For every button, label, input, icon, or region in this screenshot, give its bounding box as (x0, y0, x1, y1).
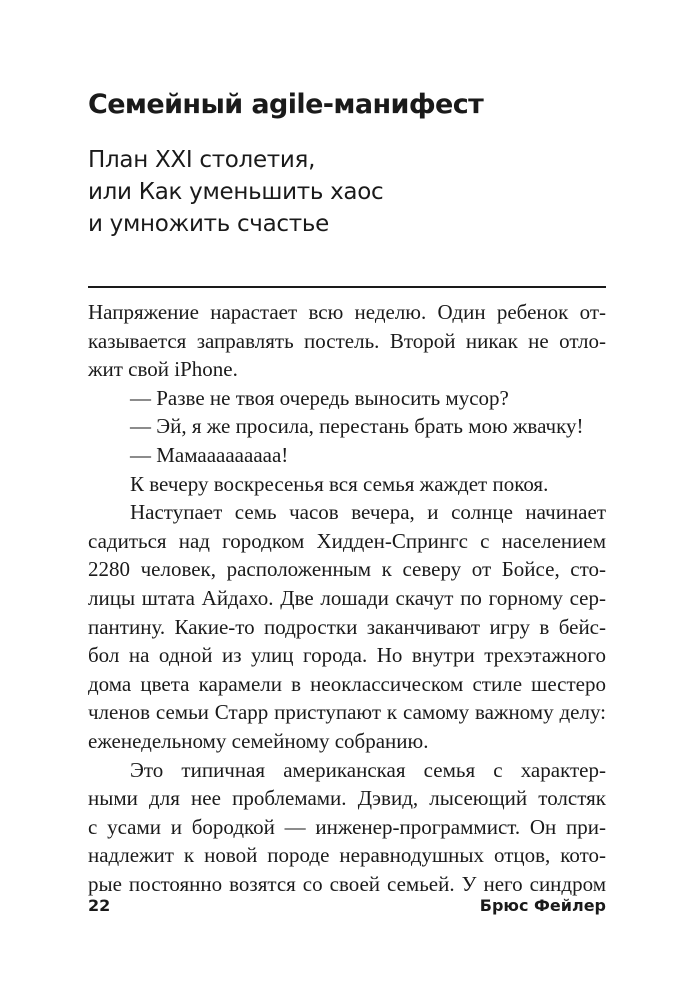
dialogue-line: — Эй, я же просила, перестань брать мою жвачку! (130, 414, 584, 439)
text-line: еженедельному семейному собранию. (88, 728, 429, 753)
running-author: Брюс Фейлер (479, 896, 606, 915)
subtitle-line: и умножить счастье (88, 211, 329, 237)
text-line: К вечеру воскресенья вся семья жаждет покоя. (130, 471, 549, 496)
text-line: садиться над городком Хидден-Спрингс с населением (88, 528, 606, 553)
text-line: дома цвета карамели в неоклассическом стиле шестеро (88, 671, 606, 696)
text-line: ными для нее проблемами. Дэвид, лысеющий толстяк (88, 786, 606, 811)
dialogue-line: — Мамааааааааа! (130, 442, 289, 467)
text-line: пантину. Какие-то подростки заканчивают игру в бейс- (88, 614, 606, 639)
text-line: Наступает семь часов вечера, и солнце начинает (130, 500, 606, 525)
chapter-subtitle (88, 144, 383, 240)
text-line: лицы штата Айдахо. Две лошади скачут по горному сер- (88, 585, 606, 610)
text-line: рые постоянно возятся со своей семьей. У него синдром (88, 871, 606, 896)
text-line: надлежит к новой породе неравнодушных отцов, кото- (88, 843, 606, 868)
book-page (88, 0, 606, 1000)
page-number: 22 (88, 896, 111, 915)
body-text (88, 298, 606, 898)
subtitle-line: или Как уменьшить хаос (88, 179, 384, 205)
text-line: Это типичная американская семья с характер- (130, 757, 606, 782)
text-line: членов семьи Старр приступают к самому важному делу: (88, 700, 606, 725)
subtitle-line: План XXI столетия, (88, 147, 316, 173)
text-line: бол на одной из улиц города. Но внутри трехэтажного (88, 643, 606, 668)
text-line: жит свой iPhone. (88, 357, 238, 382)
text-line: 2280 человек, расположенным к северу от Бойсе, сто- (88, 557, 606, 582)
text-line: казывается заправлять постель. Второй никак не отло- (88, 328, 606, 353)
chapter-title: Семейный agile-манифест (88, 89, 484, 120)
divider-rule (88, 286, 606, 288)
text-line: Напряжение нарастает всю неделю. Один ребенок от- (88, 300, 606, 324)
dialogue-line: — Разве не твоя очередь выносить мусор? (130, 385, 509, 410)
text-line: с усами и бородкой — инженер-программист. Он при- (88, 814, 606, 839)
